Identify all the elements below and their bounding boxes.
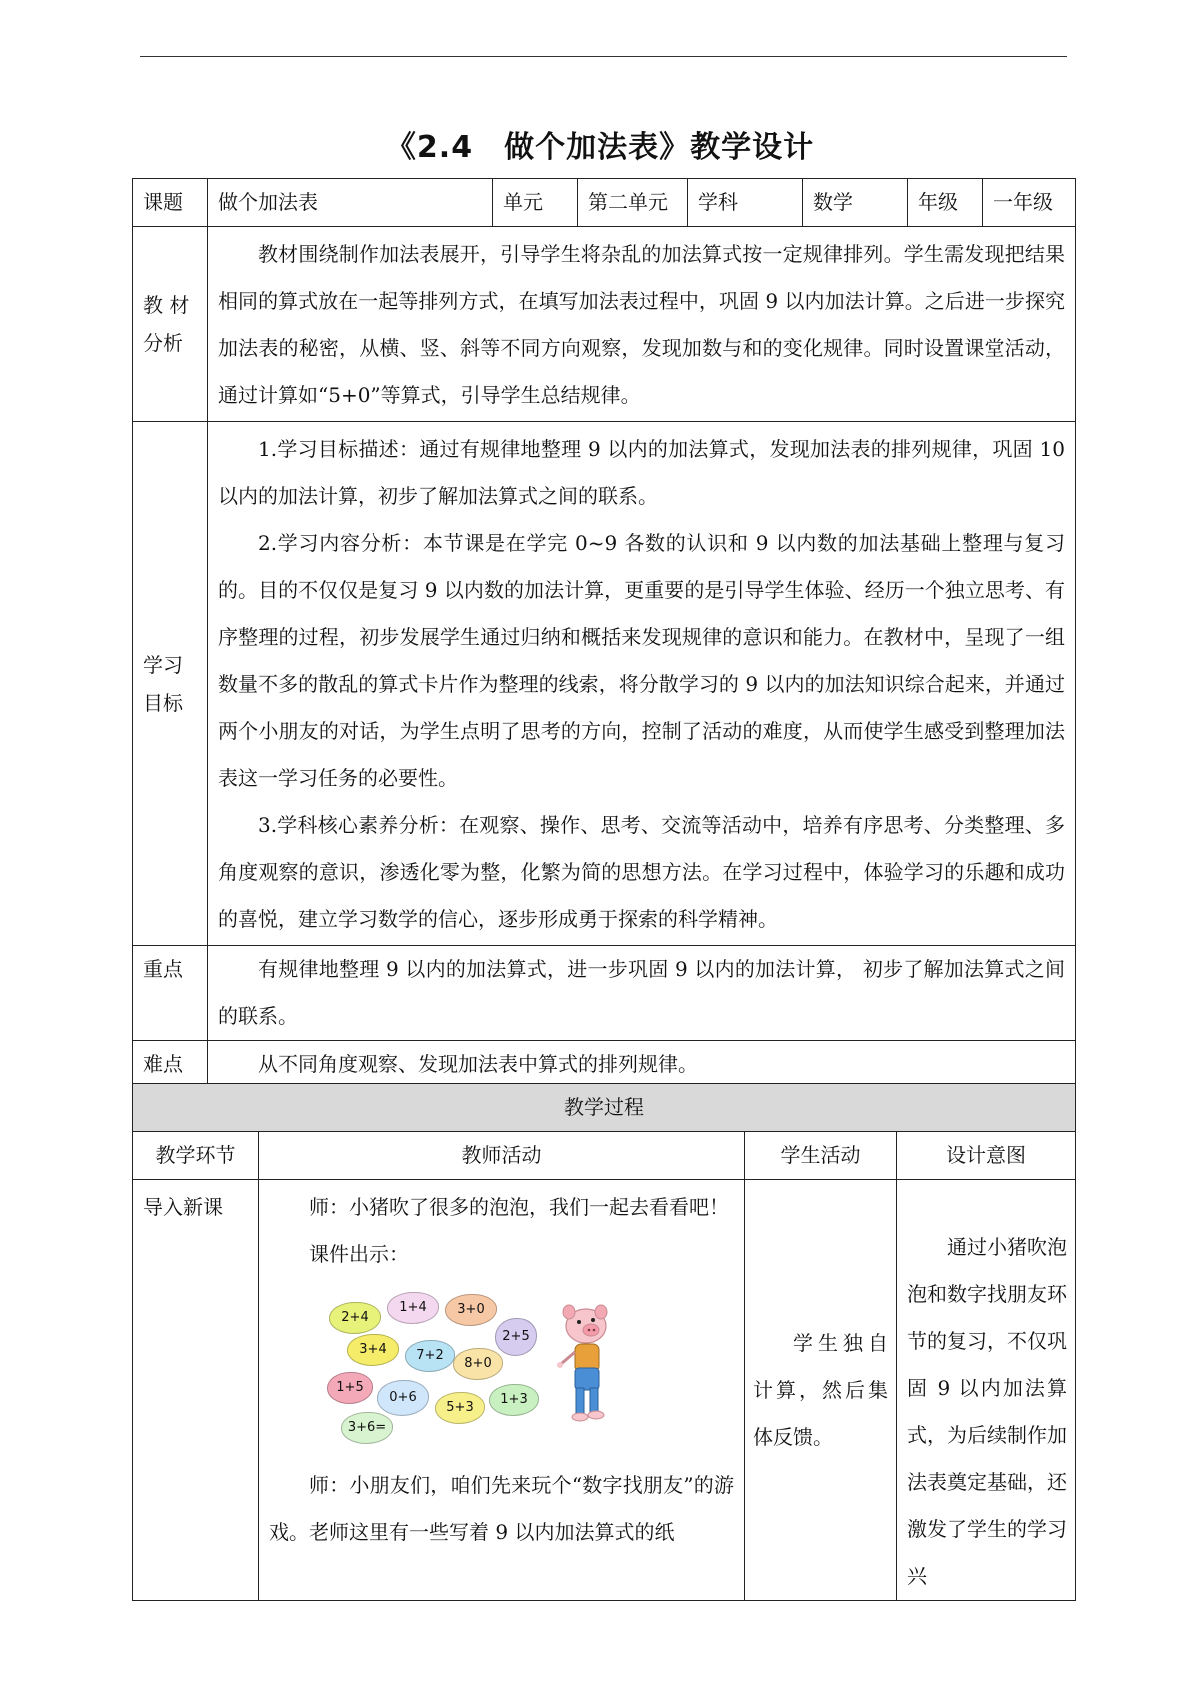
goal-paragraph-3: 3.学科核心素养分析：在观察、操作、思考、交流等活动中，培养有序思考、分类整理、多角度观察的意识，渗透化零为整，化繁为简的思想方法。在学习过程中，体验学习的乐趣和成功的喜悦，建立学习数学的信心，逐步形成勇于探索的科学精神。 xyxy=(218,813,1065,931)
document-title: 《2.4 做个加法表》教学设计 xyxy=(385,130,815,165)
bubble: 3+0 xyxy=(445,1294,497,1326)
design-intent: 通过小猪吹泡泡和数字找朋友环节的复习，不仅巩固 9 以内加法算式，为后续制作加法表奠定基础，还激发了学生的学习兴 xyxy=(907,1235,1067,1588)
goals-row xyxy=(133,422,1076,946)
bubble: 3+6= xyxy=(341,1412,393,1444)
unit-label: 单元 xyxy=(493,179,578,227)
bubble: 5+3 xyxy=(435,1392,485,1424)
process-title-row xyxy=(133,1084,1076,1132)
stage-cell: 导入新课 xyxy=(133,1180,259,1601)
bubble: 3+4 xyxy=(347,1334,399,1366)
teacher-line-1: 师：小猪吹了很多的泡泡，我们一起去看看吧！ xyxy=(309,1195,729,1219)
grade-label: 年级 xyxy=(908,179,983,227)
bubble: 0+6 xyxy=(377,1380,429,1416)
subject-label: 学科 xyxy=(688,179,803,227)
difficulty-row xyxy=(133,1041,1076,1089)
process-row-intro xyxy=(133,1180,1076,1601)
unit-value: 第二单元 xyxy=(578,179,688,227)
goals-label: 学习目标 xyxy=(133,422,208,946)
bubble: 1+3 xyxy=(489,1384,539,1416)
analysis-row xyxy=(133,227,1076,422)
student-activity: 学生独自计算，然后集体反馈。 xyxy=(753,1330,888,1449)
bubble: 1+4 xyxy=(387,1292,439,1324)
teacher-line-2: 课件出示： xyxy=(309,1242,409,1266)
key-point-text: 有规律地整理 9 以内的加法算式，进一步巩固 9 以内的加法计算， 初步了解加法算式之间的联系。 xyxy=(218,957,1065,1028)
header-student: 学生活动 xyxy=(745,1132,897,1180)
key-point-row xyxy=(133,946,1076,1041)
bubbles-illustration xyxy=(327,1282,617,1450)
header-intent: 设计意图 xyxy=(897,1132,1076,1180)
header-teacher: 教师活动 xyxy=(259,1132,745,1180)
teacher-line-3: 师：小朋友们，咱们先来玩个“数字找朋友”的游戏。老师这里有一些写着 9 以内加法算式的纸 xyxy=(269,1473,734,1544)
bubble: 7+2 xyxy=(405,1340,455,1372)
header-stage: 教学环节 xyxy=(133,1132,259,1180)
key-point-label: 重点 xyxy=(133,946,208,1041)
goal-paragraph-2: 2.学习内容分析：本节课是在学完 0~9 各数的认识和 9 以内数的加法基础上整理与复习的。目的不仅仅是复习 9 以内数的加法计算，更重要的是引导学生体验、经历一个独立思考、有序整理的过程，初步发展学生通过归纳和概括来发现规律的意识和能力。在教材中，呈现了一组数量不多的散乱的算式卡片作为整理的线索，将分散学习的 9 以内的加法知识综合起来，并通过两个小朋友的对话，为学生点明了思考的方向，控制了活动的难度，从而使学生感受到整理加法表这一学习任务的必要性。 xyxy=(218,531,1065,790)
header-rule xyxy=(140,56,1067,57)
goal-paragraph-1: 1.学习目标描述：通过有规律地整理 9 以内的加法算式，发现加法表的排列规律，巩固 10 以内的加法计算，初步了解加法算式之间的联系。 xyxy=(218,437,1065,508)
bubble: 2+5 xyxy=(495,1318,537,1356)
process-header-row xyxy=(133,1132,1076,1180)
process-title: 教学过程 xyxy=(133,1084,1076,1132)
analysis-label: 教 材 分析 xyxy=(133,227,208,422)
info-table xyxy=(132,178,1076,1089)
process-table xyxy=(132,1083,1076,1601)
bubble: 8+0 xyxy=(453,1348,503,1380)
difficulty-label: 难点 xyxy=(133,1041,208,1089)
topic-value: 做个加法表 xyxy=(208,179,493,227)
topic-label: 课题 xyxy=(133,179,208,227)
bubble: 2+4 xyxy=(329,1302,381,1334)
difficulty-text: 从不同角度观察、发现加法表中算式的排列规律。 xyxy=(258,1052,698,1076)
pig-icon xyxy=(555,1298,617,1422)
bubble: 1+5 xyxy=(327,1372,373,1404)
info-header-row xyxy=(133,179,1076,227)
analysis-text: 教材围绕制作加法表展开，引导学生将杂乱的加法算式按一定规律排列。学生需发现把结果相同的算式放在一起等排列方式，在填写加法表过程中，巩固 9 以内加法计算。之后进一步探究加法表的秘密，从横、竖、斜等不同方向观察，发现加数与和的变化规律。同时设置课堂活动，通过计算如“5+0”等算式，引导学生总结规律。 xyxy=(218,242,1065,407)
subject-value: 数学 xyxy=(803,179,908,227)
grade-value: 一年级 xyxy=(983,179,1076,227)
